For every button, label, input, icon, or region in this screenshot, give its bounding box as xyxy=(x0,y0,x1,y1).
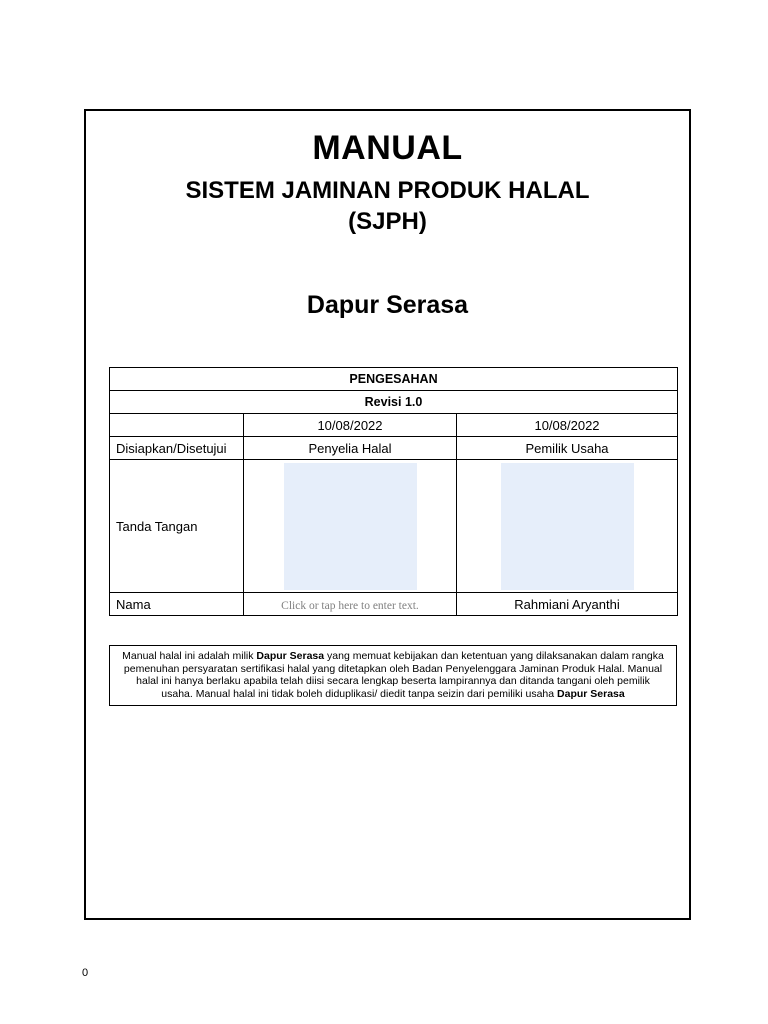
prepared-label: Disiapkan/Disetujui xyxy=(110,437,244,460)
name-cell-2: Rahmiani Aryanthi xyxy=(457,593,678,616)
signature-cell-2 xyxy=(457,460,678,593)
name-label: Nama xyxy=(110,593,244,616)
approval-header: PENGESAHAN xyxy=(110,368,678,391)
notice-text-2: yang memuat kebijakan dan ketentuan yang dilaksanakan dalam rangka pemenuhan persyaratan sertifikasi halal yang ditetapkan oleh Badan Penyelenggara Jaminan Produk Halal. Manual halal ini hanya berlaku apabila telah diisi secara lengkap beserta lampirannya dan ditanda tangani oleh pemilik usaha. Manual halal ini tidak boleh diduplikasi/ diedit tanpa seizin dari pemiliki usaha xyxy=(123,650,664,701)
table-name-row xyxy=(110,593,678,616)
notice-text-1: Manual halal ini adalah milik xyxy=(122,650,257,662)
signature-image-placeholder-1[interactable] xyxy=(284,463,417,590)
table-date-row xyxy=(110,414,678,437)
table-revision-row xyxy=(110,391,678,414)
document-title: MANUAL xyxy=(312,129,463,167)
ownership-notice xyxy=(109,645,677,706)
signature-label: Tanda Tangan xyxy=(110,460,244,593)
subtitle-line-1: SISTEM JAMINAN PRODUK HALAL xyxy=(185,177,590,204)
page-number: 0 xyxy=(82,967,89,979)
table-prepared-row xyxy=(110,437,678,460)
notice-company-2: Dapur Serasa xyxy=(557,688,625,701)
name-input-placeholder[interactable]: Click or tap here to enter text. xyxy=(281,599,419,612)
signature-cell-1 xyxy=(244,460,457,593)
company-name: Dapur Serasa xyxy=(306,291,469,319)
subtitle-line-2: (SJPH) xyxy=(348,208,427,235)
signature-image-placeholder-2[interactable] xyxy=(501,463,634,590)
role-cell-2: Pemilik Usaha xyxy=(457,437,678,460)
table-header-row xyxy=(110,368,678,391)
table-signature-row xyxy=(110,460,678,593)
approval-table xyxy=(109,367,678,616)
document-subtitle xyxy=(86,175,689,237)
date-cell-2[interactable]: 10/08/2022 xyxy=(457,414,678,437)
cover-frame xyxy=(84,109,691,920)
notice-company-1: Dapur Serasa xyxy=(256,650,325,662)
name-cell-1 xyxy=(244,593,457,616)
role-cell-1: Penyelia Halal xyxy=(244,437,457,460)
date-cell-1[interactable]: 10/08/2022 xyxy=(244,414,457,437)
revision-label: Revisi 1.0 xyxy=(110,391,678,414)
date-row-empty-cell xyxy=(110,414,244,437)
